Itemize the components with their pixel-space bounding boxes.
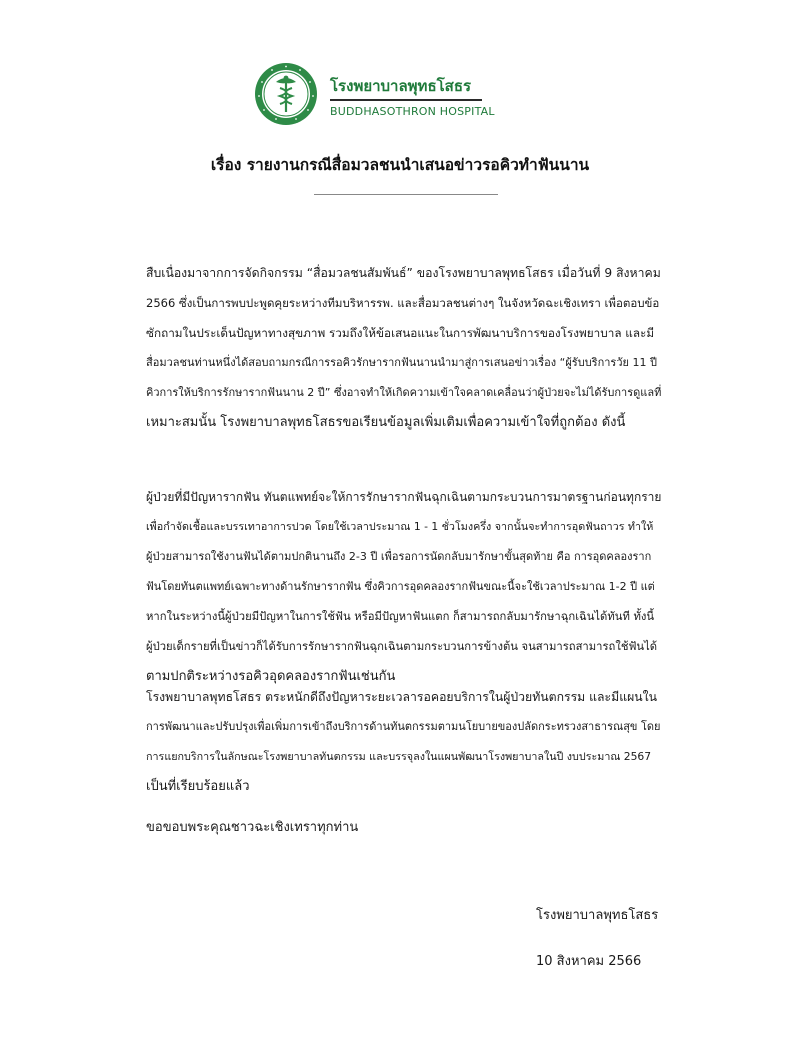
subject-underline (314, 194, 498, 195)
paragraph-line: ผู้ป่วยที่มีปัญหารากฟัน ทันตแพทย์จะให้การรักษารากฟันฉุกเฉินตามกระบวนการมาตรฐานก่อนทุกราย (146, 490, 662, 504)
paragraph-line: คิวการให้บริการรักษารากฟันนาน 2 ปี” ซึ่งอาจทำให้เกิดความเข้าใจคลาดเคลื่อนว่าผู้ป่วยจะไม่ได้รับการดูแลที่ (146, 386, 662, 399)
paragraph-3 (146, 682, 662, 802)
paragraph-line: ตามปกติระหว่างรอคิวอุดคลองรากฟันเช่นกัน (146, 669, 396, 684)
paragraph-2 (146, 482, 662, 692)
hospital-name-english: BUDDHASOTHRON HOSPITAL (330, 105, 495, 118)
closing-line: ขอขอบพระคุณชาวฉะเชิงเทราทุกท่าน (146, 820, 359, 835)
signature-date: 10 สิงหาคม 2566 (536, 954, 642, 969)
signature-organization: โรงพยาบาลพุทธโสธร (536, 908, 659, 923)
paragraph-line: หากในระหว่างนี้ผู้ป่วยมีปัญหาในการใช้ฟัน หรือมีปัญหาฟันแตก ก็สามารถกลับมารักษาฉุกเฉินได้ทันที ทั้งนี้ (146, 610, 655, 623)
paragraph-1 (146, 258, 662, 438)
paragraph-line: ฟันโดยทันตแพทย์เฉพาะทางด้านรักษารากฟัน ซึ่งคิวการอุดคลองรากฟันขณะนี้จะใช้เวลาประมาณ 1-2 ปี แต่ (146, 580, 655, 593)
paragraph-line: เพื่อกำจัดเชื้อและบรรเทาอาการปวด โดยใช้เวลาประมาณ 1 - 1 ชั่วโมงครึ่ง จากนั้นจะทำการอุดฟันถาวร ทำให้ (146, 520, 654, 533)
paragraph-line: สื่อมวลชนท่านหนึ่งได้สอบถามกรณีการรอคิวรักษารากฟันนานนำมาสู่การเสนอข่าวเรื่อง “ผู้รับบริการวัย 11 ปี (146, 356, 657, 369)
paragraph-line: เป็นที่เรียบร้อยแล้ว (146, 779, 250, 794)
paragraph-line: การแยกบริการในลักษณะโรงพยาบาลทันตกรรม และบรรจุลงในแผนพัฒนาโรงพยาบาลในปี งบประมาณ 2567 (146, 750, 652, 763)
paragraph-line: 2566 ซึ่งเป็นการพบปะพูดคุยระหว่างทีมบริหารรพ. และสื่อมวลชนต่างๆ ในจังหวัดฉะเชิงเทรา เพื่อตอบข้อ (146, 296, 660, 310)
paragraph-line: เหมาะสมนั้น โรงพยาบาลพุทธโสธรขอเรียนข้อมูลเพิ่มเติมเพื่อความเข้าใจที่ถูกต้อง ดังนี้ (146, 415, 626, 430)
letterhead (254, 62, 494, 128)
ministry-seal-logo (254, 62, 318, 126)
paragraph-line: การพัฒนาและปรับปรุงเพื่อเพิ่มการเข้าถึงบริการด้านทันตกรรมตามนโยบายของปลัดกระทรวงสาธารณสุข โดย (146, 720, 661, 733)
letter-subject: เรื่อง รายงานกรณีสื่อมวลชนนำเสนอข่าวรอคิวทำฟันนาน (210, 156, 590, 174)
letterhead-divider (330, 99, 482, 101)
paragraph-line: ซักถามในประเด็นปัญหาทางสุขภาพ รวมถึงให้ข้อเสนอแนะในการพัฒนาบริการของโรงพยาบาล และมี (146, 326, 655, 340)
hospital-name-thai: โรงพยาบาลพุทธโสธร (330, 77, 472, 95)
paragraph-line: สืบเนื่องมาจากการจัดกิจกรรม “สื่อมวลชนสัมพันธ์” ของโรงพยาบาลพุทธโสธร เมื่อวันที่ 9 สิงหาคม (146, 266, 661, 280)
paragraph-line: ผู้ป่วยสามารถใช้งานฟันได้ตามปกตินานถึง 2-3 ปี เพื่อรอการนัดกลับมารักษาขั้นสุดท้าย คือ การอุดคลองราก (146, 550, 652, 563)
paragraph-line: โรงพยาบาลพุทธโสธร ตระหนักดีถึงปัญหาระยะเวลารอคอยบริการในผู้ป่วยทันตกรรม และมีแผนใน (146, 690, 658, 704)
paragraph-line: ผู้ป่วยเด็กรายที่เป็นข่าวก็ได้รับการรักษารากฟันฉุกเฉินตามกระบวนการข้างต้น จนสามารถสามารถใช้ฟันได้ (146, 640, 658, 653)
